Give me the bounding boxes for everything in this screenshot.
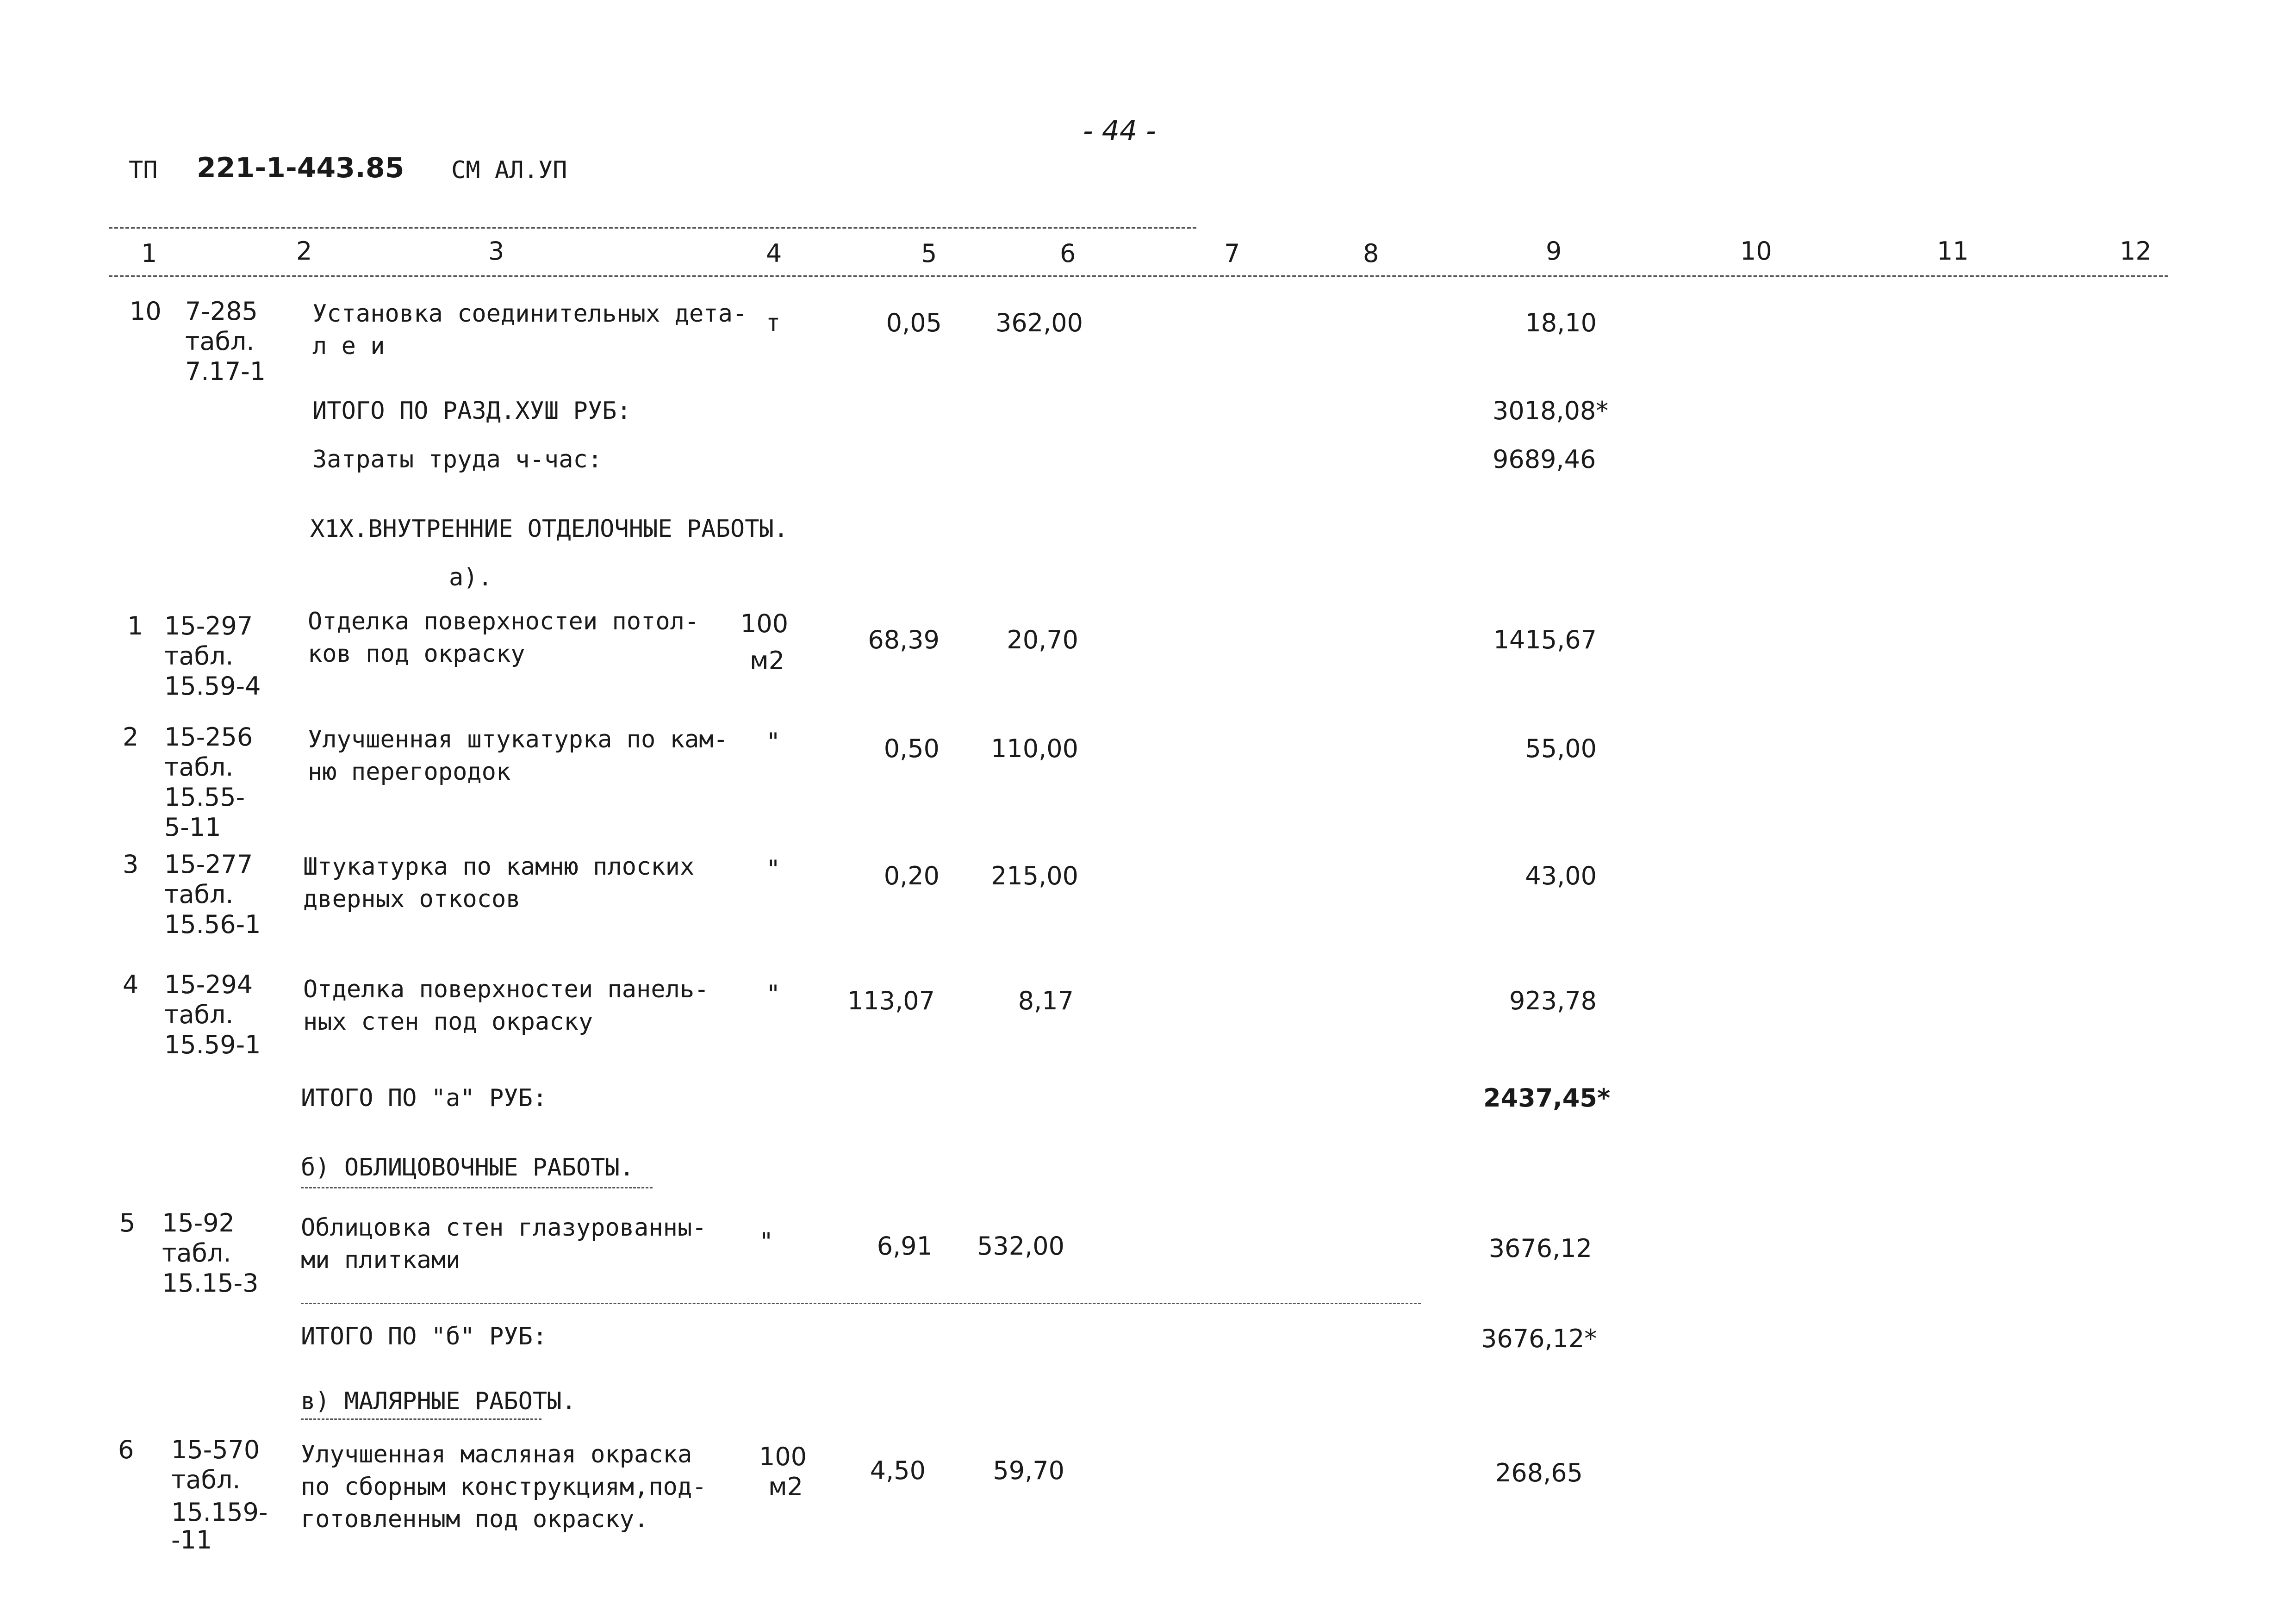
row-code: 15-570	[171, 1435, 260, 1464]
row-code: табл.	[164, 880, 234, 909]
row-total: 43,00	[1525, 861, 1597, 890]
row-code: -11	[171, 1525, 212, 1555]
row-price: 110,00	[991, 734, 1078, 763]
row-qty: 0,50	[884, 734, 940, 763]
col-header-5: 5	[921, 239, 937, 268]
row-qty: 6,91	[877, 1231, 933, 1261]
row-name: л е и	[312, 332, 385, 360]
row-unit: м2	[750, 646, 785, 675]
row-name: Отделка поверхностеи потол-	[308, 608, 699, 635]
row-code: 15.59-4	[164, 672, 261, 701]
row-unit: 100	[740, 609, 789, 638]
row-total: 268,65	[1495, 1458, 1583, 1487]
row-name: дверных откосов	[303, 885, 521, 913]
row-name: ню перегородок	[308, 758, 511, 786]
col-header-4: 4	[766, 239, 782, 268]
itogo-xviii-value: 3018,08*	[1493, 396, 1609, 425]
col-header-2: 2	[296, 236, 312, 266]
row-name: по сборным конструкциям,под-	[301, 1473, 707, 1501]
row-unit: "	[766, 855, 781, 883]
row-name: Облицовка стен глазурованны-	[301, 1214, 707, 1242]
row-number: 5	[119, 1208, 136, 1237]
col-header-1: 1	[141, 239, 157, 268]
row-code: табл.	[162, 1238, 231, 1268]
row-number: 4	[123, 970, 139, 999]
row-code: 15-294	[164, 970, 253, 999]
subsection-a: а).	[449, 564, 492, 591]
row-code: табл.	[171, 1465, 241, 1494]
row-unit: "	[759, 1228, 774, 1256]
row-total: 923,78	[1509, 986, 1597, 1015]
row-qty: 68,39	[868, 625, 940, 654]
header-top-rule	[109, 227, 1196, 229]
row-name: ков под окраску	[308, 640, 525, 668]
itogo-b-label: ИТОГО ПО "б" РУБ:	[301, 1323, 548, 1350]
row-code: 15-92	[162, 1208, 235, 1237]
row-unit: т	[766, 309, 781, 337]
row-unit: 100	[759, 1442, 807, 1471]
col-header-3: 3	[488, 236, 504, 266]
col-header-8: 8	[1363, 239, 1379, 268]
row-code: 15.159-	[171, 1498, 268, 1527]
itogo-a-value: 2437,45*	[1483, 1083, 1611, 1113]
row-price: 8,17	[1018, 986, 1074, 1015]
subsection-b: б) ОБЛИЦОВОЧНЫЕ РАБОТЫ.	[301, 1154, 635, 1181]
row-number: 6	[118, 1435, 134, 1464]
row-code: 7-285	[185, 297, 258, 326]
subsection-v: в) МАЛЯРНЫЕ РАБОТЫ.	[301, 1387, 576, 1415]
row-name: ных стен под окраску	[303, 1008, 593, 1036]
row-number: 3	[123, 850, 139, 879]
row-price: 215,00	[991, 861, 1078, 890]
row-code: 15.15-3	[162, 1269, 259, 1298]
row-code: табл.	[185, 327, 255, 356]
col-header-12: 12	[2120, 236, 2152, 266]
row-qty: 0,05	[886, 308, 942, 337]
doc-code-prefix: ТП	[129, 156, 158, 184]
row-name: Отделка поверхностеи панель-	[303, 976, 709, 1003]
row-name: Установка соединительных дета-	[312, 300, 747, 328]
row-code: 7.17-1	[185, 357, 266, 386]
row-price: 59,70	[993, 1456, 1064, 1485]
row-qty: 4,50	[870, 1456, 926, 1485]
row-name: Улучшенная масляная окраска	[301, 1441, 692, 1468]
row-total: 18,10	[1525, 308, 1597, 337]
doc-code-number: 221-1-443.85	[197, 152, 404, 184]
col-header-9: 9	[1546, 236, 1562, 266]
row-total: 1415,67	[1493, 625, 1597, 654]
row-code: табл.	[164, 752, 234, 782]
row-price: 20,70	[1007, 625, 1078, 654]
row-code: 15.56-1	[164, 910, 261, 939]
row-name: готовленным под окраску.	[301, 1505, 649, 1533]
row-price: 362,00	[996, 308, 1083, 337]
row-name: Улучшенная штукатурка по кам-	[308, 726, 728, 753]
section-title: Х1Х.ВНУТРЕННИЕ ОТДЕЛОЧНЫЕ РАБОТЫ.	[310, 515, 789, 543]
row-qty: 113,07	[847, 986, 935, 1015]
itogo-b-value: 3676,12*	[1481, 1324, 1597, 1353]
row-price: 532,00	[977, 1231, 1064, 1261]
row-name: Штукатурка по камню плоских	[303, 853, 695, 881]
row-code: 5-11	[164, 813, 221, 842]
doc-code-suffix: СМ АЛ.УП	[451, 156, 567, 184]
row-number: 10	[130, 297, 162, 326]
row-code: табл.	[164, 641, 234, 671]
subsection-b-underline	[301, 1187, 653, 1188]
itogo-a-label: ИТОГО ПО "а" РУБ:	[301, 1084, 548, 1112]
col-header-6: 6	[1060, 239, 1076, 268]
row-code: табл.	[164, 1000, 234, 1029]
row-number: 1	[127, 611, 143, 640]
row-unit: "	[766, 728, 781, 756]
row-number: 2	[123, 722, 139, 752]
col-header-10: 10	[1740, 236, 1772, 266]
row-unit: м2	[768, 1472, 803, 1501]
row-unit: "	[766, 980, 781, 1008]
row-code: 15-297	[164, 611, 253, 640]
row-code: 15-256	[164, 722, 253, 752]
row-code: 15-277	[164, 850, 253, 879]
row-qty: 0,20	[884, 861, 940, 890]
col-header-7: 7	[1224, 239, 1240, 268]
itogo-xviii-label: ИТОГО ПО РАЗД.ХУШ РУБ:	[312, 397, 631, 425]
row-code: 15.55-	[164, 783, 245, 812]
row-total: 3676,12	[1488, 1234, 1592, 1263]
col-header-11: 11	[1937, 236, 1969, 266]
labor-value: 9689,46	[1493, 445, 1596, 474]
page-number: - 44 -	[1083, 115, 1156, 147]
subsection-v-underline	[301, 1418, 541, 1420]
row-name: ми плитками	[301, 1246, 460, 1274]
row-total: 55,00	[1525, 734, 1597, 763]
labor-label: Затраты труда ч-час:	[312, 446, 603, 473]
row-code: 15.59-1	[164, 1030, 261, 1059]
header-bottom-rule	[109, 275, 2168, 277]
section-divider	[301, 1303, 1421, 1304]
